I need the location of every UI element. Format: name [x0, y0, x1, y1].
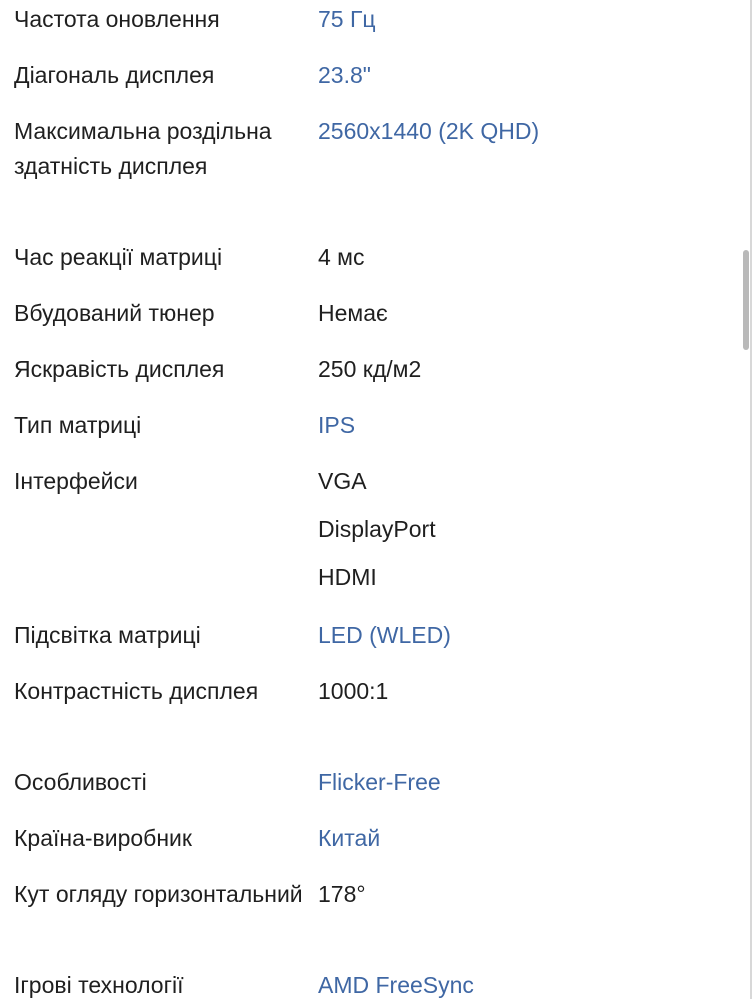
spec-values [318, 114, 752, 149]
spec-label: Кут огляду горизонтальний [14, 881, 303, 907]
spec-row-backlight [0, 618, 752, 653]
spec-value-link[interactable]: Китай [318, 825, 381, 851]
spec-values [318, 765, 752, 800]
spec-values [318, 408, 752, 443]
spec-row-refresh-rate [0, 2, 752, 37]
spec-values [318, 674, 752, 709]
spec-values [318, 968, 752, 999]
spec-value-link[interactable]: 2560x1440 (2K QHD) [318, 118, 540, 144]
spec-label: Яскравість дисплея [14, 356, 225, 382]
spec-values [318, 352, 752, 387]
spec-label: Інтерфейси [14, 468, 138, 494]
spec-value-link[interactable]: 75 Гц [318, 6, 376, 32]
spec-label: Максимальна роздільна здатність дисплея [14, 118, 272, 179]
spec-value-link[interactable]: LED (WLED) [318, 622, 451, 648]
spec-values [318, 296, 752, 331]
spec-value-link[interactable]: AMD FreeSync [318, 972, 474, 998]
spec-value: 4 мс [318, 244, 365, 270]
spec-value: 178° [318, 881, 366, 907]
spec-value: HDMI [318, 564, 377, 590]
spec-row-tuner [0, 296, 752, 331]
spec-value: Немає [318, 300, 388, 326]
spec-row-matrix-type [0, 408, 752, 443]
spec-label: Діагональ дисплея [14, 62, 215, 88]
spec-label: Частота оновлення [14, 6, 220, 32]
spec-label: Тип матриці [14, 412, 142, 438]
spec-label: Ігрові технології [14, 972, 184, 998]
spec-values [318, 464, 752, 595]
spec-row-response-time [0, 240, 752, 275]
spec-label: Країна-виробник [14, 825, 192, 851]
spec-row-resolution [0, 114, 752, 184]
spec-value: 1000:1 [318, 678, 389, 704]
spec-row-contrast [0, 674, 752, 709]
spec-value: 250 кд/м2 [318, 356, 422, 382]
spec-values [318, 618, 752, 653]
spec-label: Контрастність дисплея [14, 678, 259, 704]
spec-row-brightness [0, 352, 752, 387]
spec-values [318, 821, 752, 856]
spec-values [318, 877, 752, 912]
spec-value-link[interactable]: Flicker-Free [318, 769, 441, 795]
spec-label: Вбудований тюнер [14, 300, 215, 326]
spec-value: VGA [318, 468, 367, 494]
spec-row-interfaces [0, 464, 752, 595]
spec-row-viewing-angle [0, 877, 752, 912]
spec-value-link[interactable]: 23.8" [318, 62, 371, 88]
spec-label: Час реакції матриці [14, 244, 223, 270]
spec-row-gaming-tech [0, 968, 752, 999]
spec-row-features [0, 765, 752, 800]
spec-row-country [0, 821, 752, 856]
vertical-scrollbar[interactable] [743, 250, 749, 350]
spec-values [318, 58, 752, 93]
spec-value: DisplayPort [318, 516, 436, 542]
spec-label: Підсвітка матриці [14, 622, 201, 648]
spec-value-link[interactable]: IPS [318, 412, 356, 438]
spec-label: Особливості [14, 769, 147, 795]
spec-row-diagonal [0, 58, 752, 93]
spec-values [318, 240, 752, 275]
spec-values [318, 2, 752, 37]
